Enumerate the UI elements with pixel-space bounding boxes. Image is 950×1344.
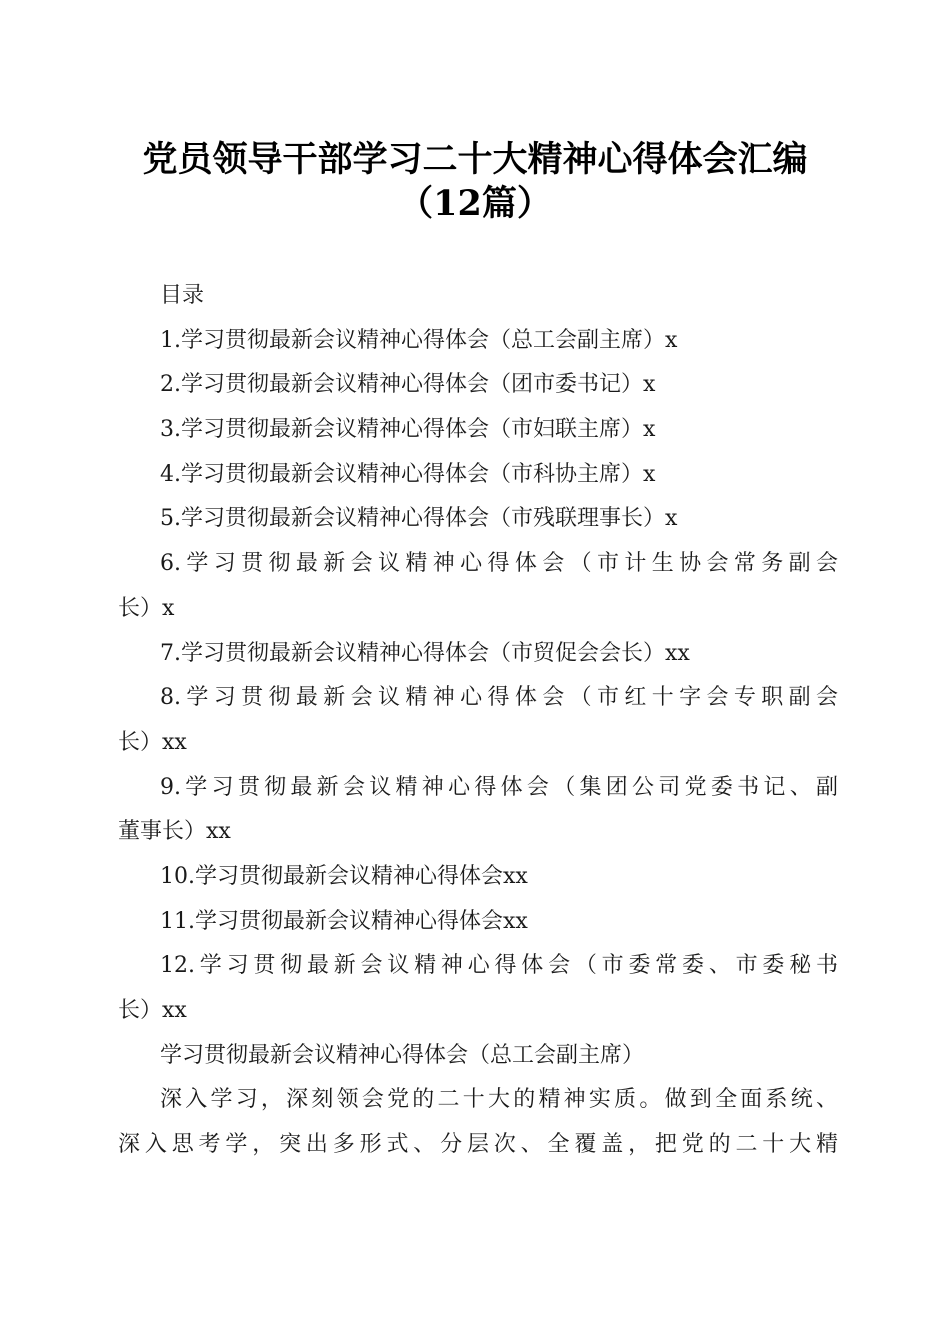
toc-item-9: 9.学习贯彻最新会议精神心得体会（集团公司党委书记、副 [160,774,838,800]
toc-item-3: 3.学习贯彻最新会议精神心得体会（市妇联主席）x [160,417,656,443]
toc-item-10: 10.学习贯彻最新会议精神心得体会xx [160,863,528,889]
toc-item-11: 11.学习贯彻最新会议精神心得体会xx [160,908,528,934]
toc-item-2: 2.学习贯彻最新会议精神心得体会（团市委书记）x [160,372,656,398]
paragraph-line-2: 深入思考学，突出多形式、分层次、全覆盖，把党的二十大精 [118,1132,838,1158]
toc-heading: 目录 [160,283,205,308]
toc-item-5: 5.学习贯彻最新会议精神心得体会（市残联理事长）x [160,506,678,532]
document-title-count: （12篇） [398,183,552,224]
toc-item-8-continued: 长）xx [118,729,187,755]
document-body [118,274,838,1168]
toc-item-7: 7.学习贯彻最新会议精神心得体会（市贸促会会长）xx [160,640,690,666]
toc-item-9-continued: 董事长）xx [118,819,231,845]
paragraph-line-1: 深入学习，深刻领会党的二十大的精神实质。做到全面系统、 [160,1087,838,1113]
toc-item-12: 12.学习贯彻最新会议精神心得体会（市委常委、市委秘书 [160,953,838,979]
toc-item-12-continued: 长）xx [118,998,187,1023]
toc-item-4: 4.学习贯彻最新会议精神心得体会（市科协主席）x [160,461,656,487]
toc-item-6-continued: 长）x [118,595,175,621]
toc-item-6: 6.学习贯彻最新会议精神心得体会（市计生协会常务副会 [160,551,838,577]
toc-item-8: 8.学习贯彻最新会议精神心得体会（市红十字会专职副会 [160,685,838,711]
toc-item-1: 1.学习贯彻最新会议精神心得体会（总工会副主席）x [160,327,678,353]
section-title: 学习贯彻最新会议精神心得体会（总工会副主席） [160,1042,645,1068]
document-title: 党员领导干部学习二十大精神心得体会汇编 [142,139,808,180]
